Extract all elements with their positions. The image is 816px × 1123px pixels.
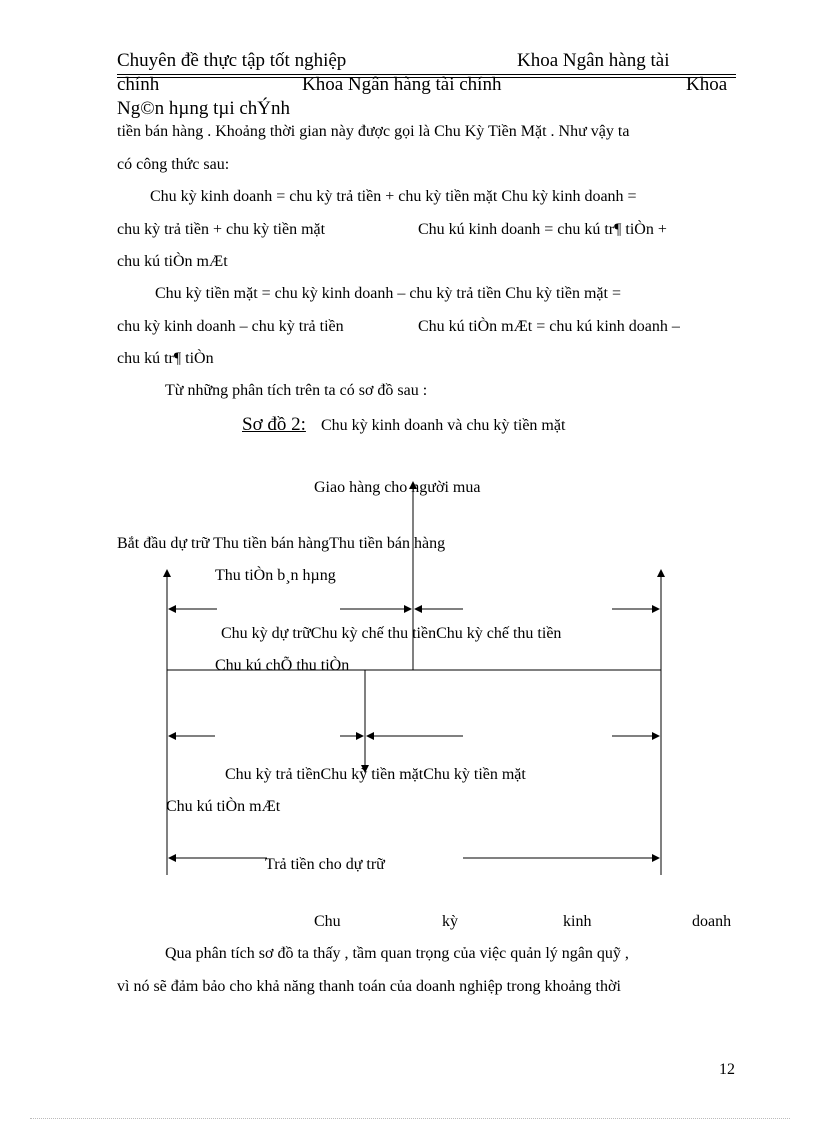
pay-inventory-label: Trả tiền cho dự trữ: [265, 856, 385, 873]
formula-1-line1: Chu kỳ kinh doanh = chu kỳ trả tiền + chu kỳ tiền mặt Chu kỳ kinh doanh =: [150, 188, 637, 205]
closing-line-1: Qua phân tích sơ đồ ta thấy , tầm quan trọng của việc quản lý ngân quỹ ,: [165, 945, 629, 962]
formula-2-line1: Chu kỳ tiền mặt = chu kỳ kinh doanh – chu kỳ trả tiền Chu kỳ tiền mặt =: [155, 285, 621, 302]
business-word-3: kinh: [563, 913, 592, 930]
business-word-2: kỳ: [442, 913, 458, 930]
diagram-title: Chu kỳ kinh doanh và chu kỳ tiền mặt: [321, 417, 566, 434]
diagram-label-number: Sơ đồ 2:: [242, 414, 306, 435]
formula-1-line3: chu kú tiÒn mÆt: [117, 253, 228, 270]
formula-2-line2b: Chu kú tiÒn mÆt = chu kú kinh doanh –: [418, 318, 680, 335]
payable-row-label: Chu kỳ trả tiềnChu kỳ tiền mặtChu kỳ tiền mặt: [225, 766, 526, 783]
formula-1-line2b: Chu kú kinh doanh = chu kú tr¶ tiÒn +: [418, 221, 667, 238]
inventory-row-label: Chu kỳ dự trữChu kỳ chế thu tiềnChu kỳ chế thu tiền: [221, 625, 562, 642]
page-bottom-divider: [30, 1118, 790, 1119]
header-row2-left: chính: [117, 74, 160, 95]
start-row-label: Bắt đầu dự trữ Thu tiền bán hàngThu tiền bán hàng: [117, 535, 446, 552]
header-row2-mid: Khoa Ngân hàng tài chính: [302, 74, 502, 95]
business-word-4: doanh: [692, 913, 732, 930]
closing-line-2: vì nó sẽ đảm bảo cho khả năng thanh toán của doanh nghiệp trong khoảng thời: [117, 978, 621, 995]
header-row3: Ng©n hµng tµi chÝnh: [117, 98, 291, 119]
paragraph-line: tiền bán hàng . Khoảng thời gian này được gọi là Chu Kỳ Tiền Mặt . Như vậy ta: [117, 123, 630, 140]
header-row2-right: Khoa: [686, 74, 728, 95]
diagram-intro: Từ những phân tích trên ta có sơ đồ sau :: [165, 382, 428, 399]
header-right: Khoa Ngân hàng tài: [517, 50, 670, 71]
formula-1-line2a: chu kỳ trả tiền + chu kỳ tiền mặt: [117, 221, 326, 238]
paragraph-line: có công thức sau:: [117, 156, 230, 173]
delivery-label: Giao hàng cho người mua: [314, 479, 481, 496]
page-number: 12: [719, 1061, 735, 1078]
cash-garbled-label: Chu kú tiÒn mÆt: [166, 798, 281, 815]
collect-garbled-label: Thu tiÒn b¸n hµng: [215, 567, 336, 584]
formula-2-line2a: chu kỳ kinh doanh – chu kỳ trả tiền: [117, 318, 344, 335]
inventory-garbled-label: Chu kú chÕ thu tiÒn: [215, 657, 350, 674]
business-word-1: Chu: [314, 913, 341, 930]
header-left: Chuyên đề thực tập tốt nghiệp: [117, 50, 347, 71]
formula-2-line3: chu kú tr¶ tiÒn: [117, 350, 214, 367]
